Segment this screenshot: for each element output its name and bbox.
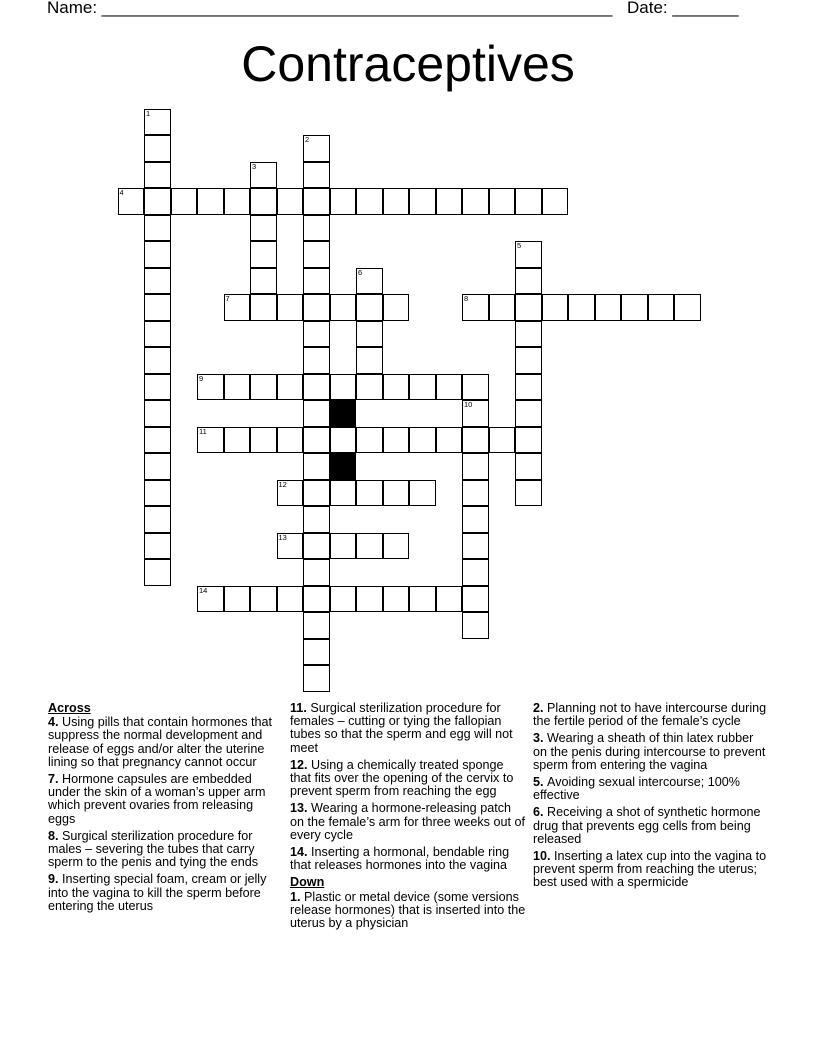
grid-cell[interactable] [436,427,463,454]
clue-number-label: 12. [290,757,312,772]
grid-cell[interactable] [144,347,171,374]
clue-number: 12 [278,479,287,489]
grid-cell[interactable] [303,612,330,639]
down-clue [533,776,769,802]
blocked-cell [330,400,357,427]
grid-cell[interactable] [250,586,277,613]
grid-cell[interactable] [224,374,251,401]
grid-cell[interactable] [250,188,277,215]
clue-number: 5 [517,241,522,250]
clue-number-label: 11. [290,701,311,715]
grid-cell[interactable] [542,294,569,321]
grid-cell[interactable] [330,427,357,454]
grid-cell[interactable] [383,294,410,321]
clue-number: 9 [199,373,204,383]
page-title: Contraceptives [241,36,575,92]
grid-cell[interactable] [515,427,542,454]
grid-cell[interactable] [144,453,171,480]
grid-cell[interactable] [144,559,171,586]
grid-cell[interactable] [277,427,304,454]
grid-cell[interactable] [436,586,463,613]
grid-cell[interactable] [356,374,383,401]
grid-cell[interactable] [462,188,489,215]
grid-cell[interactable] [303,268,330,295]
grid-cell[interactable] [197,427,224,454]
grid-cell[interactable] [621,294,648,321]
grid-cell[interactable] [303,241,330,268]
grid-cell[interactable] [303,665,330,692]
grid-cell[interactable] [409,374,436,401]
grid-cell[interactable] [171,188,198,215]
clue-text: Inserting special foam, cream or jelly into the vagina to kill the sperm before entering the uterus [48,872,267,913]
grid-cell[interactable] [462,453,489,480]
clue-number-label: 4. [48,715,63,730]
grid-cell[interactable] [568,294,595,321]
down-clue [533,732,769,772]
grid-cell[interactable] [595,294,622,321]
clue-column-1 [48,702,282,917]
grid-cell[interactable] [356,533,383,560]
grid-cell[interactable] [144,215,171,242]
grid-cell[interactable] [383,427,410,454]
down-heading: Down [290,875,325,890]
clue-number-label: 8. [48,828,63,843]
clue-number-label: 7. [48,772,63,787]
down-clue [533,702,769,728]
grid-cell[interactable] [277,586,304,613]
across-clue [48,773,282,826]
grid-cell[interactable] [144,400,171,427]
clue-number: 8 [464,294,469,303]
grid-cell[interactable] [462,427,489,454]
grid-cell[interactable] [330,188,357,215]
grid-cell[interactable] [515,347,542,374]
across-clue [290,759,526,799]
grid-cell[interactable] [356,427,383,454]
grid-cell[interactable] [118,188,145,215]
grid-cell[interactable] [144,533,171,560]
clue-number-label: 6. [533,805,548,820]
grid-cell[interactable] [303,135,330,162]
blocked-cell [330,453,357,480]
grid-cell[interactable] [277,533,304,560]
grid-cell[interactable] [144,162,171,189]
grid-cell[interactable] [330,294,357,321]
grid-cell[interactable] [277,188,304,215]
grid-cell[interactable] [330,533,357,560]
clue-text: Receiving a shot of synthetic hormone drug that prevents egg cells from being released [533,805,761,846]
grid-cell[interactable] [303,453,330,480]
grid-cell[interactable] [330,374,357,401]
down-clue [290,891,526,931]
grid-cell[interactable] [224,427,251,454]
grid-cell[interactable] [277,294,304,321]
grid-cell[interactable] [462,480,489,507]
across-clue [48,830,282,870]
grid-cell[interactable] [462,533,489,560]
grid-cell[interactable] [489,427,516,454]
grid-cell[interactable] [515,453,542,480]
clue-text: Plastic or metal device (some versions release hormones) that is inserted into the uterus by a physician [290,889,526,931]
grid-cell[interactable] [515,268,542,295]
grid-cell[interactable] [144,109,171,136]
grid-cell[interactable] [303,347,330,374]
clue-number: 2 [305,135,310,144]
grid-cell[interactable] [383,533,410,560]
clue-number: 7 [225,294,230,303]
grid-cell[interactable] [303,506,330,533]
grid-cell[interactable] [144,294,171,321]
grid-cell[interactable] [674,294,701,321]
grid-cell[interactable] [356,321,383,348]
grid-cell[interactable] [144,241,171,268]
clue-number-label: 3. [533,731,548,746]
grid-cell[interactable] [144,480,171,507]
grid-cell[interactable] [515,321,542,348]
grid-cell[interactable] [303,188,330,215]
grid-cell[interactable] [462,586,489,613]
grid-cell[interactable] [303,400,330,427]
grid-cell[interactable] [250,215,277,242]
grid-cell[interactable] [250,268,277,295]
grid-cell[interactable] [462,374,489,401]
clue-number-label: 1. [290,889,305,904]
clue-text: Inserting a hormonal, bendable ring that releases hormones into the vagina [290,845,510,873]
grid-cell[interactable] [250,241,277,268]
grid-cell[interactable] [303,321,330,348]
grid-cell[interactable] [515,480,542,507]
grid-cell[interactable] [383,374,410,401]
grid-cell[interactable] [383,480,410,507]
clue-text: Hormone capsules are embedded under the skin of a woman’s upper arm which prevent ovaries from releasing eggs [48,772,266,826]
across-clue [290,702,526,755]
clue-number-label: 5. [533,775,548,790]
down-clue [533,850,769,890]
grid-cell[interactable] [515,294,542,321]
grid-cell[interactable] [303,639,330,666]
clue-number-label: 10. [533,849,555,864]
clue-text: Planning not to have intercourse during the fertile period of the female’s cycle [533,701,767,729]
across-clue [48,873,282,913]
clue-number: 1 [146,108,151,118]
across-clue [48,716,282,769]
clue-text: Using pills that contain hormones that suppress the normal development and release of eggs and/or alter the uterine lining so that pregnancy cannot occur [48,715,273,769]
grid-cell[interactable] [144,321,171,348]
across-heading: Across [48,701,91,715]
grid-cell[interactable] [303,215,330,242]
grid-cell[interactable] [197,188,224,215]
grid-cell[interactable] [383,188,410,215]
clue-number: 13 [278,532,287,542]
clue-text: Wearing a hormone-releasing patch on the female’s arm for three weeks out of every cycle [290,801,525,842]
clue-number: 14 [199,585,208,595]
clue-text: Using a chemically treated sponge that fits over the opening of the cervix to prevent sperm from reaching the egg [290,757,514,799]
grid-cell[interactable] [542,188,569,215]
grid-cell[interactable] [409,586,436,613]
clue-number-label: 14. [290,845,312,860]
grid-cell[interactable] [250,294,277,321]
grid-cell[interactable] [383,586,410,613]
grid-cell[interactable] [356,268,383,295]
grid-cell[interactable] [356,188,383,215]
clue-number: 10 [464,400,473,409]
grid-cell[interactable] [462,559,489,586]
clue-column-2 [290,702,526,934]
grid-cell[interactable] [462,294,489,321]
grid-cell[interactable] [462,612,489,639]
grid-cell[interactable] [436,188,463,215]
grid-cell[interactable] [356,480,383,507]
clue-number: 11 [199,426,207,436]
grid-cell[interactable] [303,294,330,321]
grid-cell[interactable] [250,427,277,454]
clue-text: Surgical sterilization procedure for females – cutting or tying the fallopian tubes so that the sperm and egg will not meet [290,701,513,755]
grid-cell[interactable] [250,374,277,401]
grid-cell[interactable] [144,506,171,533]
grid-cell[interactable] [144,374,171,401]
grid-cell[interactable] [356,294,383,321]
grid-cell[interactable] [277,480,304,507]
clue-number-label: 13. [290,801,312,816]
grid-cell[interactable] [356,347,383,374]
grid-cell[interactable] [409,480,436,507]
date-field[interactable]: Date: _______ [627,0,739,17]
grid-cell[interactable] [303,559,330,586]
grid-cell[interactable] [303,374,330,401]
grid-cell[interactable] [303,427,330,454]
clue-number: 4 [119,188,124,197]
grid-cell[interactable] [303,586,330,613]
grid-cell[interactable] [409,427,436,454]
down-clue [533,806,769,846]
grid-cell[interactable] [144,268,171,295]
grid-cell[interactable] [409,188,436,215]
clue-text: Inserting a latex cup into the vagina to prevent sperm from reaching the uterus; best used with a spermicide [533,849,767,890]
grid-cell[interactable] [515,241,542,268]
across-clue [290,846,526,872]
grid-cell[interactable] [277,374,304,401]
grid-cell[interactable] [144,135,171,162]
grid-cell[interactable] [144,427,171,454]
grid-cell[interactable] [197,374,224,401]
grid-cell[interactable] [515,188,542,215]
grid-cell[interactable] [356,586,383,613]
clue-text: Avoiding sexual intercourse; 100% effective [533,775,741,803]
clue-number-label: 2. [533,701,548,715]
grid-cell[interactable] [250,162,277,189]
grid-cell[interactable] [515,374,542,401]
grid-cell[interactable] [224,294,251,321]
grid-cell[interactable] [303,533,330,560]
grid-cell[interactable] [303,162,330,189]
clue-number: 3 [252,161,257,171]
grid-cell[interactable] [462,400,489,427]
name-field[interactable]: Name: ______________________________________________________ [47,0,613,17]
clue-number-label: 9. [48,872,63,887]
grid-cell[interactable] [224,586,251,613]
grid-cell[interactable] [303,480,330,507]
grid-cell[interactable] [515,400,542,427]
grid-cell[interactable] [648,294,675,321]
clue-text: Surgical sterilization procedure for males – severing the tubes that carry sperm to the penis and tying the ends [48,828,259,870]
grid-cell[interactable] [224,188,251,215]
grid-cell[interactable] [489,294,516,321]
grid-cell[interactable] [144,188,171,215]
across-clue [290,802,526,842]
grid-cell[interactable] [330,586,357,613]
grid-cell[interactable] [330,480,357,507]
grid-cell[interactable] [462,506,489,533]
grid-cell[interactable] [197,586,224,613]
grid-cell[interactable] [436,374,463,401]
clue-text: Wearing a sheath of thin latex rubber on the penis during intercourse to prevent sperm from entering the vagina [533,731,766,772]
clue-column-3 [533,702,769,894]
grid-cell[interactable] [489,188,516,215]
clue-number: 6 [358,267,363,277]
